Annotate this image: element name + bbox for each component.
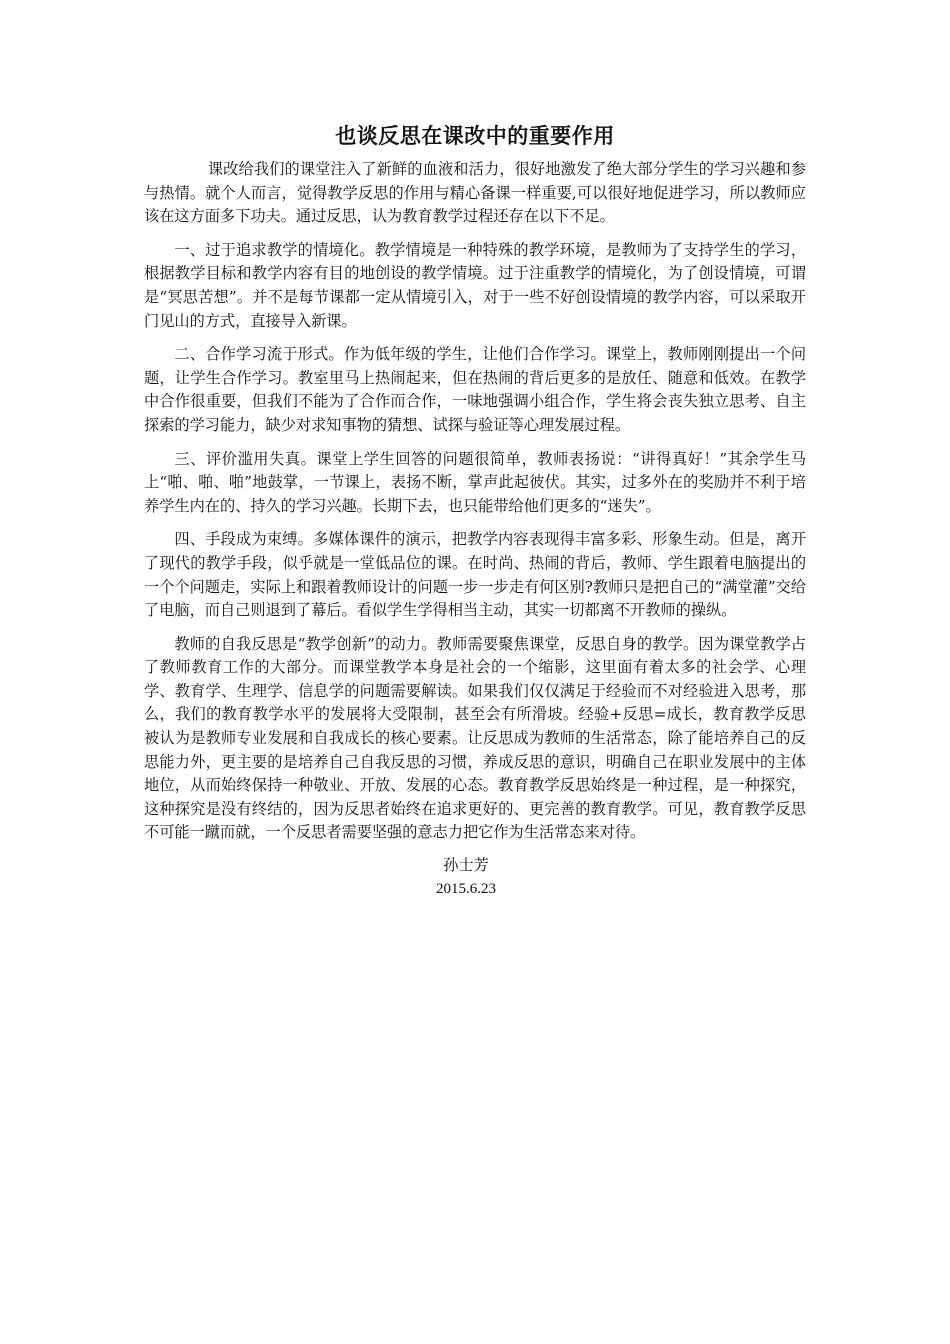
document-page: [144, 120, 806, 901]
paragraph-point-one: 一、过于追求教学的情境化。教学情境是一种特殊的教学环境，是教师为了支持学生的学习，根据教学目标和教学内容有目的地创设的教学情境。过于注重教学的情境化，为了创设情境，可谓是“冥思苦想”。并不是每节课都一定从情境引入，对于一些不好创设情境的教学内容，可以采取开门见山的方式，直接导入新课。: [144, 240, 806, 330]
paragraph-conclusion: 教师的自我反思是“教学创新”的动力。教师需要聚焦课堂，反思自身的教学。因为课堂教学占了教师教育工作的大部分。而课堂教学本身是社会的一个缩影，这里面有着太多的社会学、心理学、教育学、生理学、信息学的问题需要解读。如果我们仅仅满足于经验而不对经验进入思考，那么，我们的教育教学水平的发展将大受限制，甚至会有所滑坡。经验+反思=成长，教育教学反思被认为是教师专业发展和自我成长的核心要素。让反思成为教师的生活常态，除了能培养自己的反思能力外，更主要的是培养自己自我反思的习惯，养成反思的意识，明确自己在职业发展中的主体地位，从而始终保持一种敬业、开放、发展的心态。教育教学反思始终是一种过程，是一种探究，这种探究是没有终结的，因为反思者始终在追求更好的、更完善的教育教学。可见，教育教学反思不可能一蹴而就，一个反思者需要坚强的意志力把它作为生活常态来对待。: [144, 634, 806, 842]
paragraph-point-four: 四、手段成为束缚。多媒体课件的演示，把教学内容表现得丰富多彩、形象生动。但是，离开了现代的教学手段，似乎就是一堂低品位的课。在时尚、热闹的背后，教师、学生跟着电脑提出的一个个问题走，实际上和跟着教师设计的问题一步一步走有何区别?教师只是把自己的“满堂灌”交给了电脑，而自己则退到了幕后。看似学生学得相当主动，其实一切都离不开教师的操纵。: [144, 530, 806, 620]
document-date: 2015.6.23: [436, 881, 496, 898]
document-title: 也谈反思在课改中的重要作用: [335, 124, 615, 148]
paragraph-point-two: 二、合作学习流于形式。作为低年级的学生，让他们合作学习。课堂上，教师刚刚提出一个问题，让学生合作学习。教室里马上热闹起来，但在热闹的背后更多的是放任、随意和低效。在教学中合作很重要，但我们不能为了合作而合作，一味地强调小组合作，学生将会丧失独立思考、自主探索的学习能力，缺少对求知事物的猜想、试探与验证等心理发展过程。: [144, 345, 806, 434]
author-name: 孙士芳: [443, 856, 489, 875]
paragraph-intro: 课改给我们的课堂注入了新鲜的血液和活力，很好地激发了绝大部分学生的学习兴趣和参与热情。就个人而言，觉得教学反思的作用与精心备课一样重要,可以很好地促进学习，所以教师应该在这方面多下功夫。通过反思，认为教育教学过程还存在以下不足。: [144, 160, 806, 226]
paragraph-point-three: 三、评价滥用失真。课堂上学生回答的问题很简单，教师表扬说：“讲得真好！”其余学生马上“啪、啪、啪”地鼓掌，一节课上，表扬不断，掌声此起彼伏。其实，过多外在的奖励并不利于培养学生内在的、持久的学习兴趣。长期下去，也只能带给他们更多的“迷失”。: [144, 449, 806, 515]
